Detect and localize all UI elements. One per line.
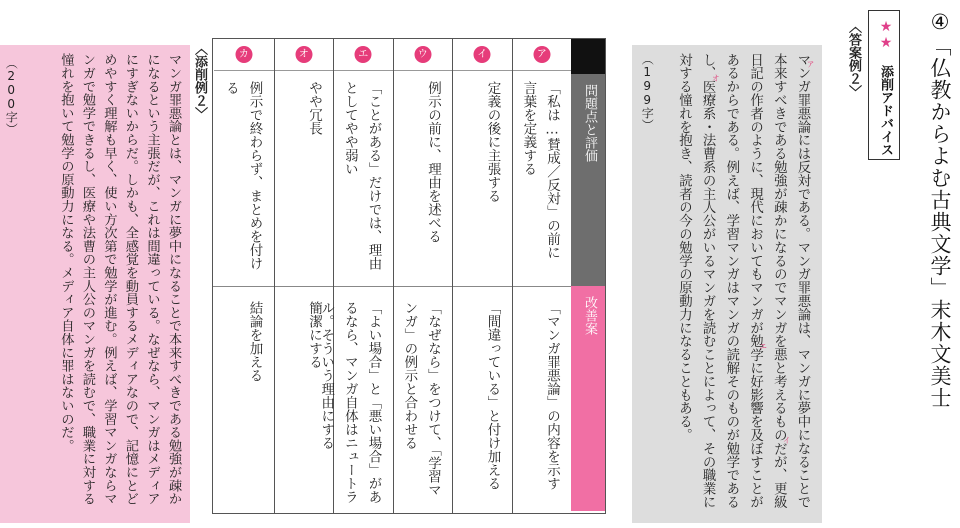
row-improvement: 「よい場合」と「悪い場合」があるなら、マンガ自体はニュートラル。そういう理由にする xyxy=(318,301,382,504)
row-marker: オ xyxy=(295,46,312,63)
evaluation-table xyxy=(212,38,606,514)
improve-header xyxy=(571,286,605,511)
correction-mark-7: 医 オ xyxy=(700,80,715,93)
row-marker: ア xyxy=(533,46,550,63)
row-problem: やや冗長 xyxy=(306,81,322,135)
row-marker-divider xyxy=(334,70,393,71)
row-marker-divider xyxy=(214,70,274,71)
row-marker: イ xyxy=(474,46,491,63)
row-improvement: 簡潔にする xyxy=(306,301,322,369)
answer-example-panel xyxy=(632,45,822,523)
row-marker-divider xyxy=(513,70,572,71)
answer-text-segment: が、更級日記の作者のように、現代においてもマンガが勉 xyxy=(747,53,787,509)
answer-text-segment: 療系・法曹系の主人公がいるマンガを読むことによって、その職業に対する憧れを抱き、読者の今の勉学の原動力になることもある。 xyxy=(676,53,716,509)
correction-char-count: （200字） xyxy=(4,57,19,135)
table-row xyxy=(512,39,572,513)
row-marker-divider xyxy=(453,70,512,71)
table-row xyxy=(214,39,274,513)
answer-text-segment: マ xyxy=(795,53,810,67)
correction-mark-3: だ イ xyxy=(771,442,786,455)
table-row xyxy=(318,39,393,513)
row-improvement: 「マンガ罪悪論」の内容を示す xyxy=(544,301,560,490)
problem-header xyxy=(571,74,605,286)
answer-text-segment: ガ罪悪論には反対である。マンガ罪悪論は、マンガに夢中になることで本来すべきである勉強が疎かになるのでマンガを悪と考えるもの xyxy=(771,53,810,509)
row-marker: エ xyxy=(355,46,372,63)
improve-header-label: 改善案 xyxy=(582,296,597,335)
correction-mark-5: 学 エ xyxy=(748,348,763,361)
row-problem: 例示で終わらず、まとめを付ける xyxy=(222,81,263,270)
row-marker: ウ xyxy=(414,46,431,63)
answer-char-count: （199字） xyxy=(640,53,655,131)
table-row xyxy=(452,39,512,513)
row-improvement: 「なぜなら」をつけて、「学習マンガ」の例示と合わせる xyxy=(401,301,441,497)
row-improvement: 「間違っている」と付け加える xyxy=(484,301,501,490)
row-marker-divider xyxy=(275,70,334,71)
advice-label: 添削アドバイス xyxy=(878,65,893,156)
row-marker: カ xyxy=(235,46,252,63)
correction-example-text: マンガ罪悪論とは、マンガに夢中になることで本来すべきである勉強が疎かになるという主張だが、これは間違っている。なぜなら、マンガはメディアにすぎないからだ。しかも、全感覚を動員するメディアなので、記憶にとどめやすく理解も早く、使い方次第で勉学が進む。例えば、学習マンガならマンガで勉学できるし、医療や法曹の主人公のマンガを読むで、職業に対する憧れを抱いて勉学の原動力になる。メディア自体に罪はないのだ。 xyxy=(58,53,181,506)
problem-header-label: 問題点と評価 xyxy=(582,84,597,162)
answer-text-segment: に好影響を及ぼすことがあるからである。例えば、学習マンガはマンガの読解そのものが勉学であるし、 xyxy=(700,53,763,509)
row-problem: 例示の前に、理由を述べる xyxy=(425,81,441,243)
row-marker-divider xyxy=(394,70,453,71)
correction-example-heading: 〈添削例２〉 xyxy=(192,42,207,120)
correction-mark-1: ン ア xyxy=(795,66,810,79)
row-problem: 「ことがある」だけでは、理由としてやや弱い xyxy=(341,81,382,270)
table-row xyxy=(274,39,334,513)
table-row xyxy=(393,39,453,513)
row-problem: 定義の後に主張する xyxy=(484,81,501,203)
page-title: ④「仏教からよむ古典文学」末木文美士 xyxy=(928,10,952,409)
star-icon: ★★ xyxy=(878,19,894,51)
answer-example-heading: 〈答案例２〉 xyxy=(846,20,861,98)
advice-label-box xyxy=(868,10,900,160)
row-improvement: 結論を加える xyxy=(246,301,263,382)
row-problem: 「私は…賛成／反対」の前に言葉を定義する xyxy=(520,81,560,259)
correction-example-panel xyxy=(0,45,190,523)
answer-example-text xyxy=(672,53,814,513)
table-corner xyxy=(571,39,605,74)
